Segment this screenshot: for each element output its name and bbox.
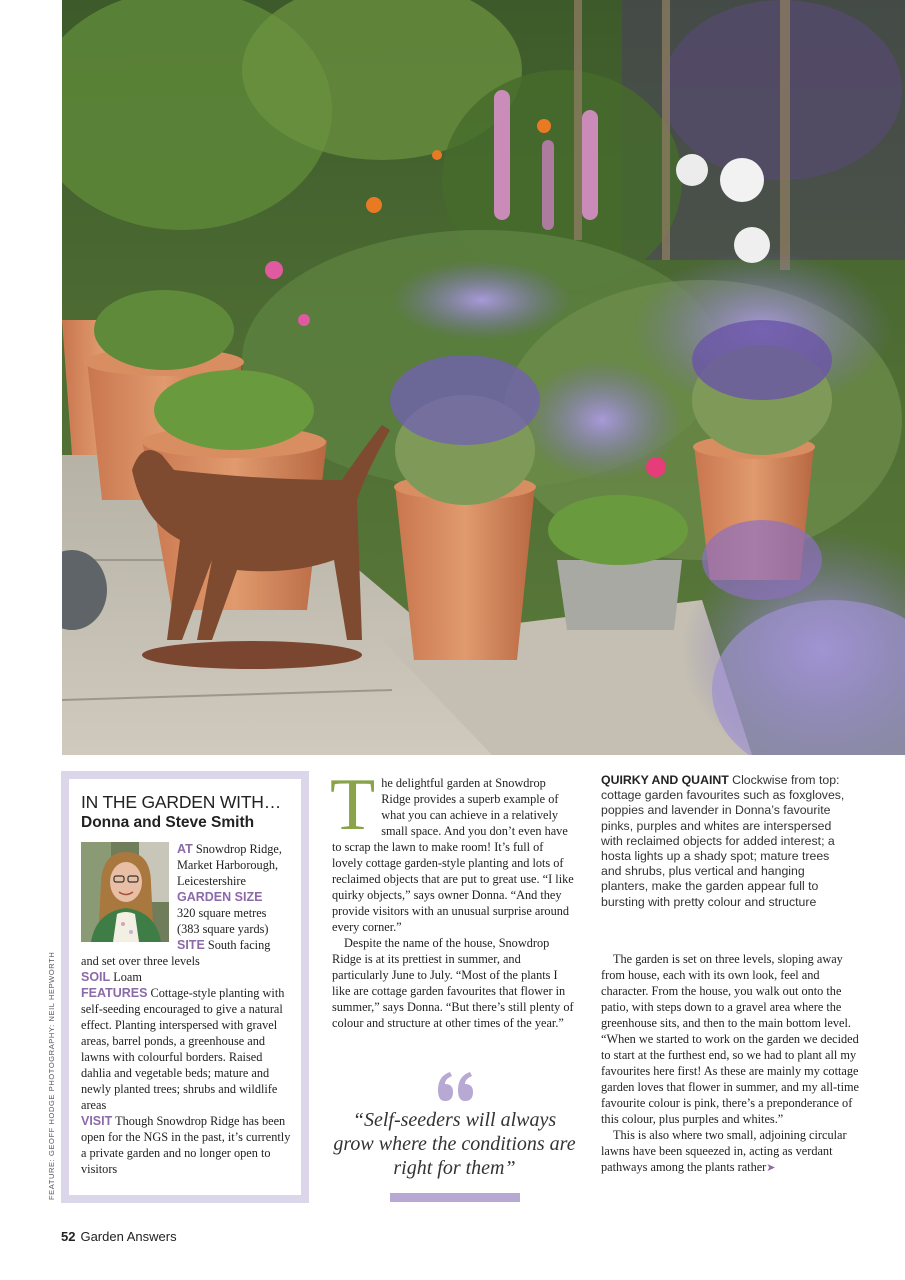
at-label: AT	[177, 842, 193, 856]
photo-credit: FEATURE: GEOFF HODGE PHOTOGRAPHY: NEIL HEPWORTH	[47, 951, 56, 1200]
owner-names: Donna and Steve Smith	[81, 814, 255, 831]
article-paragraph-4	[601, 1127, 859, 1176]
visit-label: VISIT	[81, 1114, 113, 1128]
pull-quote: “Self-seeders will always grow where the conditions are right for them”	[333, 1109, 576, 1179]
garden-size-label: GARDEN SIZE	[177, 890, 263, 904]
info-box-body	[81, 841, 291, 1177]
features-label: FEATURES	[81, 986, 148, 1000]
visit-value: Though Snowdrop Ridge has been open for the NGS in the past, it’s currently a private garden and no longer open to visitors	[81, 1114, 291, 1176]
paragraph-1-text: he delightful garden at Snowdrop Ridge provides a superb example of what you can achieve in a relatively small space. And you don’t even have to scrap the lawn to make room! It’s full of lovely cottage garden-style planting and lots of reclaimed objects that are put to great use. “I like quirky objects,” says owner Donna. “And they provide visitors with an unusual surprise around every corner.”	[332, 776, 574, 934]
article-column-middle	[330, 764, 577, 1031]
site-label: SITE	[177, 938, 205, 952]
at-value: Snowdrop Ridge, Market Harborough, Leicestershire	[177, 842, 282, 888]
magazine-name: Garden Answers	[80, 1229, 177, 1244]
drop-cap: T	[330, 764, 376, 846]
garden-photo	[62, 0, 905, 755]
article-column-right	[601, 951, 859, 1176]
page-number: 52	[61, 1229, 76, 1244]
garden-photo-illustration	[62, 0, 905, 755]
article-paragraph-3: The garden is set on three levels, sloping away from house, each with its own look, feel and character. From the house, you walk out onto the patio, with steps down to a gravel area where the greenhouse sits, and then to the main bottom level. “When we started to work on the garden we decided to start at the furthest end, so we had to plant all my favourites here first! As these are mainly my cottage garden loves that flower in summer, and my all-time favourite colour is pink, there’s a preponderance of this colour, plus purples and whites.”	[601, 952, 860, 1126]
pull-quote-bar	[390, 1193, 520, 1202]
garden-info-box	[61, 771, 309, 1203]
caption-text: Clockwise from top: cottage garden favourites such as foxgloves, poppies and lavender in Donna’s favourite pinks, purples and whites are interspersed with reclaimed objects for added interest; a hosta lights up a shady spot; mature trees and shrubs, plus vertical and hanging planters, make the garden appear full to bursting with pretty colour and structure	[601, 773, 845, 909]
features-value: Cottage-style planting with self-seeding encouraged to give a natural effect. Planting interspersed with gravel areas, barrel ponds, a greenhouse and lawns with colourful borders. Raised dahlia and vegetable beds; mature and newly planted trees; shrubs and wildlife areas	[81, 986, 285, 1112]
page-footer	[61, 1229, 177, 1244]
garden-size-value: 320 square metres (383 square yards)	[177, 906, 269, 936]
quote-marks-icon	[436, 1070, 476, 1104]
article-paragraph-1	[330, 764, 577, 935]
soil-value: Loam	[110, 970, 142, 984]
article-paragraph-2: Despite the name of the house, Snowdrop Ridge is at its prettiest in summer, and particularly June to July. “Most of the plants I like are cottage garden favourites that flower in summer,” says Donna. “But there’s still plenty of colour and structure at other times of the year.”	[332, 936, 574, 1030]
owner-portrait	[81, 842, 169, 942]
caption-heading: QUIRKY AND QUAINT	[601, 773, 729, 787]
portrait-photo-icon	[81, 842, 169, 942]
continue-arrow-icon: ➤	[766, 1162, 776, 1174]
info-box-title: IN THE GARDEN WITH…	[81, 792, 282, 812]
soil-label: SOIL	[81, 970, 111, 984]
paragraph-4-text: This is also where two small, adjoining circular lawns have been squeezed in, acting as verdant pathways among the plants rather	[601, 1128, 847, 1174]
site-value: South facing and set over three levels	[81, 938, 271, 968]
photo-caption	[601, 773, 851, 910]
